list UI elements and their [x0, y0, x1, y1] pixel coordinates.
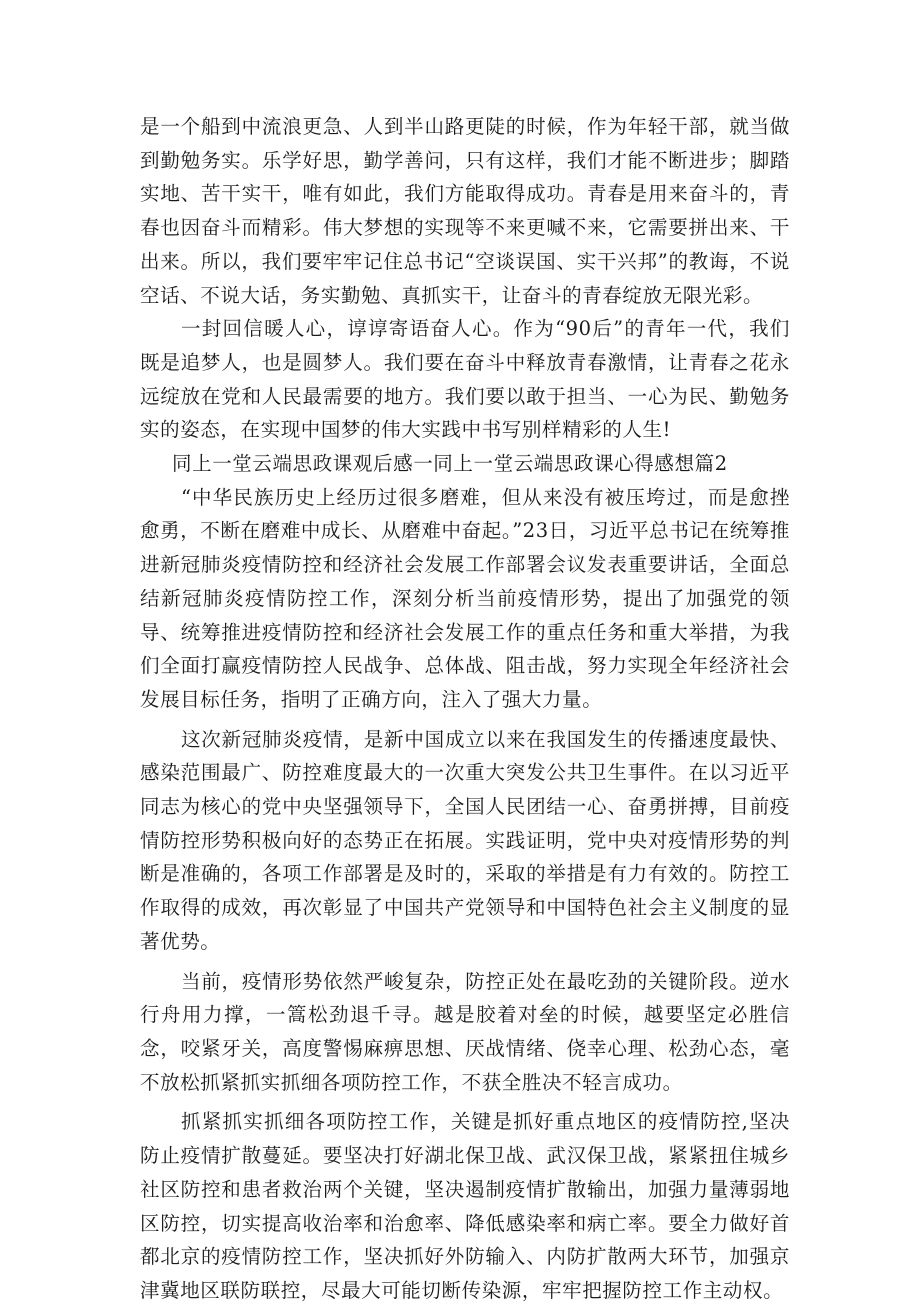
document-body — [140, 110, 790, 1308]
paragraph-continued: 是一个船到中流浪更急、人到半山路更陡的时候，作为年轻干部，就当做到勤勉务实。乐学好思，勤学善问，只有这样，我们才能不断进步；脚踏实地、苦干实干，唯有如此，我们方能取得成功。青春是用来奋斗的，青春也因奋斗而精彩。伟大梦想的实现等不来更喊不来，它需要拼出来、干出来。所以，我们要牢牢记住总书记“空谈误国、实干兴邦”的教诲，不说空话、不说大话，务实勤勉、真抓实干，让奋斗的青春绽放无限光彩。 — [140, 115, 790, 307]
paragraph-prevention-work: 抓紧抓实抓细各项防控工作，关键是抓好重点地区的疫情防控,坚决防止疫情扩散蔓延。要坚决打好湖北保卫战、武汉保卫战，紧紧扭住城乡社区防控和患者救治两个关键，坚决遏制疫情扩散输出，加强力量薄弱地区防控，切实提高收治率和治愈率、降低感染率和病亡率。要全力做好首都北京的疫情防控工作，坚决抓好外防输入、内防扩散两大环节，加强京津冀地区联防联控，尽最大可能切断传染源，牢牢把握防控工作主动权。 — [140, 1110, 790, 1302]
paragraph-current-situation: 当前，疫情形势依然严峻复杂，防控正处在最吃劲的关键阶段。逆水行舟用力撑，一篙松劲退千寻。越是胶着对垒的时候，越要坚定必胜信念，咬紧牙关，高度警惕麻痹思想、厌战情绪、侥幸心理、松劲心态，毫不放松抓紧抓实抓细各项防控工作，不获全胜决不轻言成功。 — [140, 969, 790, 1094]
paragraph-epidemic: 这次新冠肺炎疫情，是新中国成立以来在我国发生的传播速度最快、感染范围最广、防控难度最大的一次重大突发公共卫生事件。在以习近平同志为核心的党中央坚强领导下，全国人民团结一心、奋勇拼搏，目前疫情防控形势积极向好的态势正在拓展。实践证明，党中央对疫情形势的判断是准确的，各项工作部署是及时的，采取的举措是有力有效的。防控工作取得的成效，再次彰显了中国共产党领导和中国特色社会主义制度的显著优势。 — [140, 727, 790, 953]
section-heading: 同上一堂云端思政课观后感一同上一堂云端思政课心得感想篇2 — [172, 452, 728, 476]
paragraph-quote: “中华民族历史上经历过很多磨难，但从来没有被压垮过，而是愈挫愈勇，不断在磨难中成长、从磨难中奋起。”23日，习近平总书记在统筹推进新冠肺炎疫情防控和经济社会发展工作部署会议发表重要讲话，全面总结新冠肺炎疫情防控工作，深刻分析当前疫情形势，提出了加强党的领导、统筹推进疫情防控和经济社会发展工作的重点任务和重大举措，为我们全面打赢疫情防控人民战争、总体战、阻击战，努力实现全年经济社会发展目标任务，指明了正确方向，注入了强大力量。 — [140, 485, 790, 711]
paragraph-reply-letter: 一封回信暖人心，谆谆寄语奋人心。作为“90后”的青年一代，我们既是追梦人，也是圆梦人。我们要在奋斗中释放青春激情，让青春之花永远绽放在党和人民最需要的地方。我们要以敢于担当、一心为民、勤勉务实的姿态，在实现中国梦的伟大实践中书写别样精彩的人生! — [140, 317, 790, 442]
